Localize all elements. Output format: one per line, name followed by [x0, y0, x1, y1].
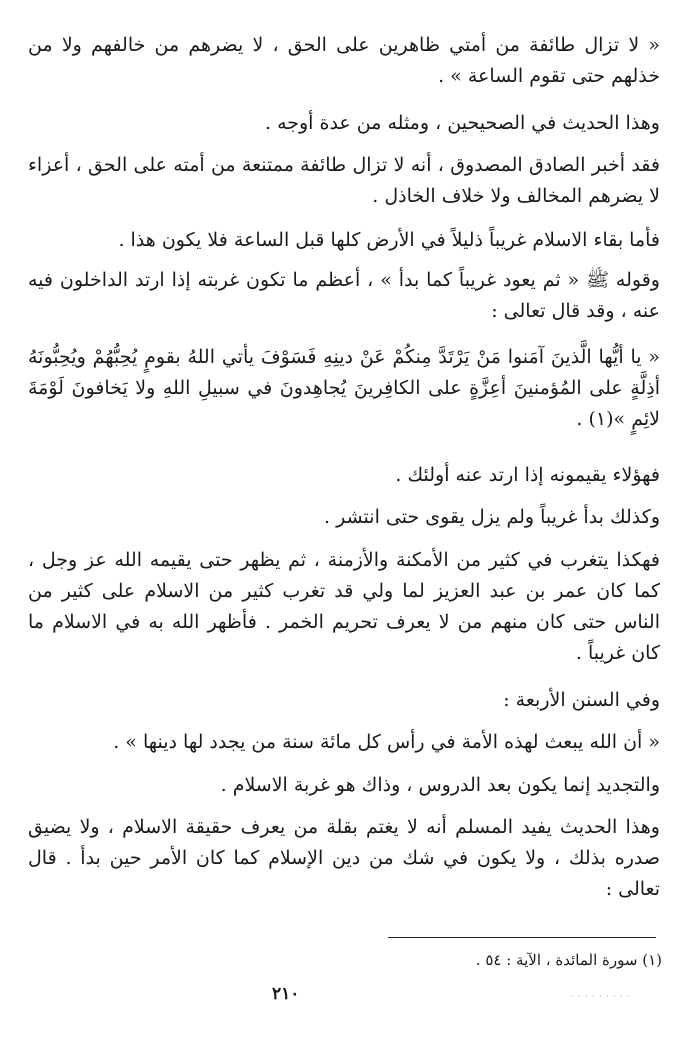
quran-verse-paragraph: « يا أيُّها الَّذينَ آمَنوا مَنْ يَرْتَدَّ مِنكُمْ عَنْ دينِهِ فَسَوْفَ يأتي اللهُ بقومٍ يُحِبُّهُمْ ويُحِبُّونَهُ أذِلَّةٍ على المُؤمنينَ أعِزَّةٍ على الكافِرينَ يُجاهِدونَ في سبيلِ اللهِ ولا يَخافونَ لَوْمَةَ لائِمٍ »(١) .	[28, 346, 660, 430]
text-paragraph: فهؤلاء يقيمونه إذا ارتد عنه أولئك .	[395, 464, 660, 486]
text-paragraph: فهكذا يتغرب في كثير من الأمكنة والأزمنة ، ثم يظهر حتى يقيمه الله عز وجل ، كما كان عمر بن عبد العزيز لما ولي قد تغرب كثير من الاسلام على كثير من الناس حتى كان منهم من لا يعرف تحريم الخمر . فأظهر الله به في الاسلام ما كان غريباً .	[28, 549, 660, 664]
text-paragraph: وقوله ﷺ « ثم يعود غريباً كما بدأ » ، أعظم ما تكون غربته إذا ارتد الداخلون فيه عنه ، وقد قال تعالى :	[28, 269, 660, 322]
footnote-divider	[388, 937, 656, 938]
text-paragraph: فأما بقاء الاسلام غريباً ذليلاً في الأرض كلها قبل الساعة فلا يكون هذا .	[118, 229, 660, 251]
text-paragraph: فقد أخبر الصادق المصدوق ، أنه لا تزال طائفة ممتنعة من أمته على الحق ، أعزاء لا يضرهم المخالف ولا خلاف الخاذل .	[28, 154, 660, 207]
text-paragraph: وفي السنن الأربعة :	[503, 689, 660, 711]
hadith-quote-paragraph: « لا تزال طائفة من أمتي ظاهرين على الحق ، لا يضرهم من خالفهم ولا من خذلهم حتى تقوم الساعة » .	[28, 34, 660, 87]
footnote: (١) سورة المائدة ، الآية : ٥٤ .	[475, 951, 662, 969]
text-paragraph: وهذا الحديث يفيد المسلم أنه لا يغتم بقلة من يعرف حقيقة الاسلام ، ولا يضيق صدره بذلك ، ولا يكون في شك من دين الإسلام كما كان الأمر حين بدأ . قال تعالى :	[28, 816, 660, 900]
text-paragraph: وهذا الحديث في الصحيحين ، ومثله من عدة أوجه .	[264, 112, 660, 134]
text-paragraph: وكذلك بدأ غريباً ولم يزل يقوى حتى انتشر .	[324, 506, 660, 528]
text-paragraph: والتجديد إنما يكون بعد الدروس ، وذاك هو غربة الاسلام .	[220, 774, 660, 796]
hadith-quote-paragraph: « أن الله يبعث لهذه الأمة في رأس كل مائة سنة من يجدد لها دينها » .	[113, 731, 660, 753]
faint-stamp-text: · · · · · · · · ·	[570, 990, 630, 1003]
page-number: ٢١٠	[272, 984, 300, 1004]
